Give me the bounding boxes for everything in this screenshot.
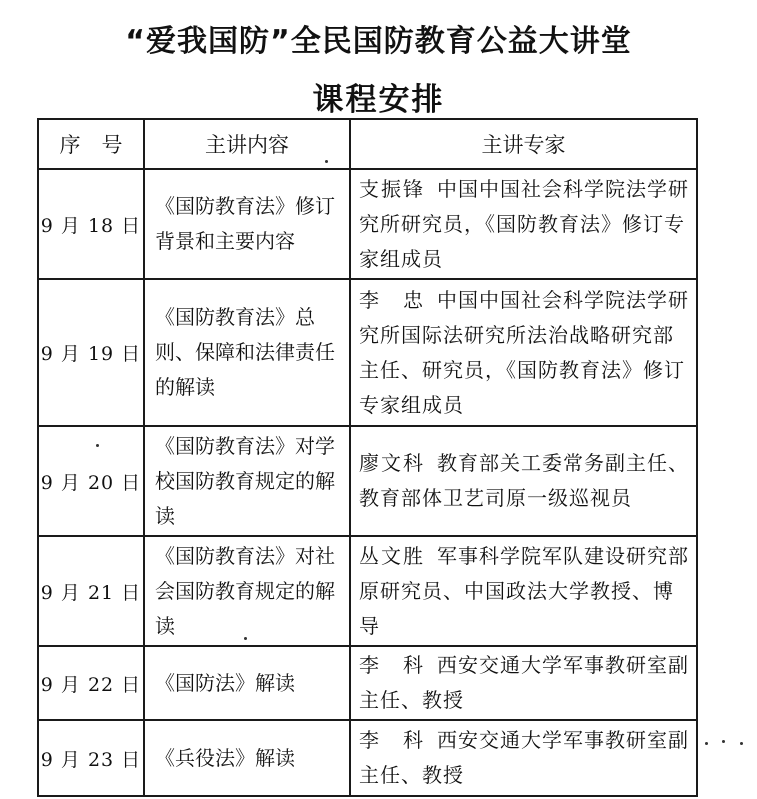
scan-speck [96,444,99,447]
session-date: 9 月 20 日 [38,426,144,536]
session-topic: 《国防教育法》总则、保障和法律责任的解读 [144,279,350,426]
table-row [38,536,697,646]
expert-name: 李 科 [359,728,425,752]
header-number: 序 号 [38,119,144,169]
table-row [38,169,697,279]
session-expert [350,536,697,646]
session-expert [350,646,697,720]
session-expert [350,169,697,279]
expert-name: 廖文科 [359,451,425,475]
session-topic: 《国防教育法》对社会国防教育规定的解读 [144,536,350,646]
expert-name: 丛文胜 [359,543,425,568]
expert-name: 支振锋 [359,176,425,201]
scan-speck [740,742,743,745]
scan-speck [244,637,247,640]
expert-description: 教育部关工委常务副主任、教育部体卫艺司原一级巡视员 [359,451,689,510]
session-topic: 《兵役法》解读 [144,720,350,796]
session-date: 9 月 19 日 [38,279,144,426]
session-expert [350,426,697,536]
document-subtitle: 课程安排 [312,82,445,118]
document-title: “爱我国防”全民国防教育公益大讲堂 [125,24,632,59]
header-expert: 主讲专家 [350,119,697,169]
expert-name: 李 科 [359,653,425,677]
expert-description: 中国中国社会科学院法学研究所研究员，《国防教育法》修订专家组成员 [359,176,689,271]
session-date: 9 月 21 日 [38,536,144,646]
session-expert [350,720,697,796]
session-topic: 《国防法》解读 [144,646,350,720]
expert-description: 军事科学院军队建设研究部原研究员、中国政法大学教授、博导 [359,543,689,638]
table-row [38,720,697,796]
header-topic: 主讲内容 [144,119,350,169]
table-row [38,646,697,720]
session-date: 9 月 22 日 [38,646,144,720]
session-topic: 《国防教育法》对学校国防教育规定的解读 [144,426,350,536]
expert-description: 中国中国社会科学院法学研究所国际法研究所法治战略研究部主任、研究员，《国防教育法》修订专家组成员 [359,287,689,417]
expert-description: 西安交通大学军事教研室副主任、教授 [359,728,689,787]
table-header-row [38,119,697,169]
session-expert [350,279,697,426]
session-date: 9 月 23 日 [38,720,144,796]
scan-speck [705,742,708,745]
session-date: 9 月 18 日 [38,169,144,279]
table-row [38,279,697,426]
expert-description: 西安交通大学军事教研室副主任、教授 [359,653,689,712]
expert-name: 李 忠 [359,287,425,312]
schedule-table [37,118,698,797]
session-topic: 《国防教育法》修订背景和主要内容 [144,169,350,279]
table-row [38,426,697,536]
scan-speck [325,160,328,163]
scan-speck [722,740,725,743]
